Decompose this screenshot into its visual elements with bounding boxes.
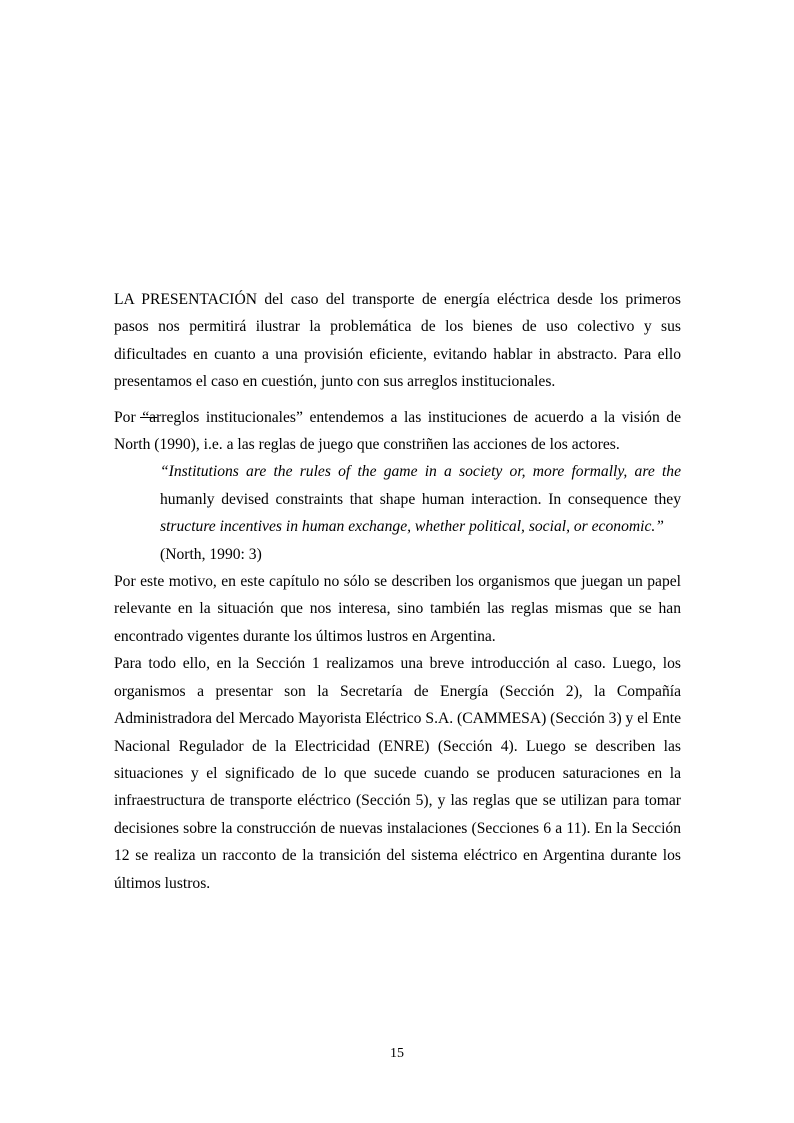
quote-part-1: “Institutions are the rules of the game in a society or, more formally, are the [160, 463, 681, 481]
struck-quote-mark: “a [142, 408, 157, 426]
body-text [114, 286, 681, 897]
quote-citation: (North, 1990: 3) [160, 545, 262, 563]
quote-part-3: structure incentives in human exchange, whether political, social, or economic.” [160, 518, 664, 536]
block-quote [160, 458, 681, 568]
paragraph-arreglos-rest: rreglos institucionales” entendemos a las instituciones de acuerdo a la visión de North (1990), i.e. a las reglas de juego que constriñen las acciones de los actores. [114, 408, 682, 454]
paragraph-arreglos-start: Por [114, 408, 143, 426]
page-number: 15 [390, 1046, 404, 1061]
paragraph-arreglos [114, 404, 681, 459]
paragraph-secciones: Para todo ello, en la Sección 1 realizamos una breve introducción al caso. Luego, los organismos a presentar son la Secretaría de Energía (Sección 2), la Compañía Administradora del Mercado Mayorista Eléctrico S.A. (CAMMESA) (Sección 3) y el Ente Nacional Regulador de la Electricidad (ENRE) (Sección 4). Luego se describen las situaciones y el significado de lo que sucede cuando se producen saturaciones en la infraestructura de transporte eléctrico (Sección 5), y las reglas que se utilizan para tomar decisiones sobre la construcción de nuevas instalaciones (Secciones 6 a 11). En la Sección 12 se realiza un racconto de la transición del sistema eléctrico en Argentina durante los últimos lustros. [114, 655, 681, 892]
paragraph-motivo: Por este motivo, en este capítulo no sólo se describen los organismos que juegan un papel relevante en la situación que nos interesa, sino también las reglas mismas que se han encontrado vigentes durante los últimos lustros en Argentina. [114, 573, 681, 645]
quote-part-2: humanly devised constraints that shape human interaction. In consequence they [160, 490, 681, 508]
paragraph-intro: LA PRESENTACIÓN del caso del transporte de energía eléctrica desde los primeros pasos nos permitirá ilustrar la problemática de los bienes de uso colectivo y sus dificultades en cuanto a una provisión eficiente, evitando hablar in abstracto. Para ello presentamos el caso en cuestión, junto con sus arreglos institucionales. [114, 291, 681, 391]
